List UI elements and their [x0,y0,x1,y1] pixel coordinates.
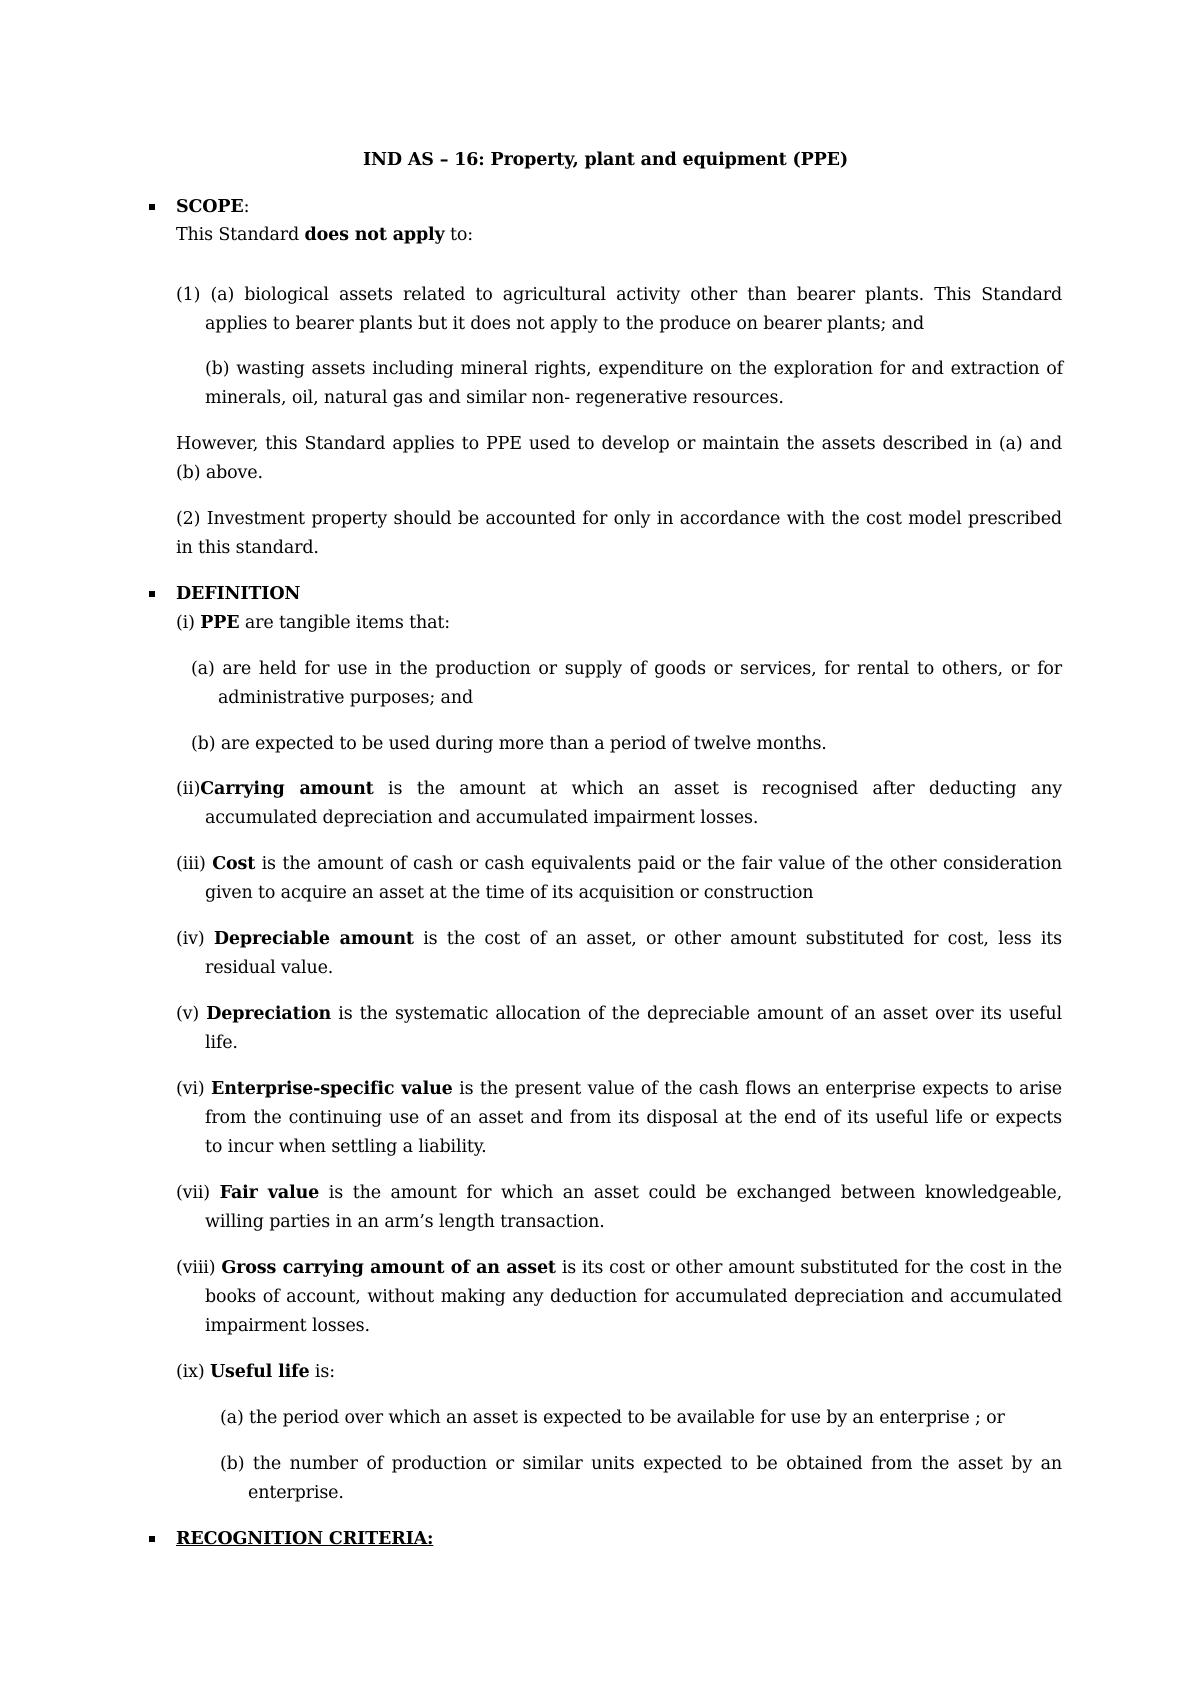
definition-iv-line2: residual value. [205,958,334,978]
scope-item1-b-line1: (b) wasting assets including mineral rights, expenditure on the exploration for and extraction of [205,359,1063,379]
definition-heading: DEFINITION [176,584,301,604]
definition-viii-line1: (viii) Gross carrying amount of an asset is its cost or other amount substituted for the cost in the [176,1258,1062,1278]
definition-ix-a: (a) the period over which an asset is expected to be available for use by an enterprise ; or [220,1408,1005,1428]
bullet-icon [149,204,155,210]
scope-item1-a-line2: applies to bearer plants but it does not apply to the produce on bearer plants; and [205,314,925,334]
scope-item1-a-line1: (1) (a) biological assets related to agricultural activity other than bearer plants. This Standard [176,285,1062,305]
scope-intro: This Standard does not apply to: [176,225,474,245]
definition-vi-line3: to incur when settling a liability. [205,1137,487,1157]
definition-vi-line1: (vi) Enterprise-specific value is the present value of the cash flows an enterprise expects to arise [176,1079,1062,1099]
definition-iii-line2: given to acquire an asset at the time of its acquisition or construction [205,883,814,903]
definition-ii-line2: accumulated depreciation and accumulated impairment losses. [205,808,759,828]
definition-viii-line2: books of account, without making any deduction for accumulated depreciation and accumulated [205,1287,1062,1307]
definition-ix: (ix) Useful life is: [176,1362,335,1382]
page-title: IND AS – 16: Property, plant and equipment (PPE) [363,150,848,170]
definition-ix-b-line2: enterprise. [248,1483,344,1503]
definition-ii-line1: (ii)Carrying amount is the amount at which an asset is recognised after deducting any [176,779,1062,799]
definition-i-b: (b) are expected to be used during more than a period of twelve months. [191,734,827,754]
definition-iv-line1: (iv) Depreciable amount is the cost of an asset, or other amount substituted for cost, less its [176,929,1063,949]
scope-heading: SCOPE: [176,197,250,217]
definition-iii-line1: (iii) Cost is the amount of cash or cash equivalents paid or the fair value of the other consideration [176,854,1063,874]
definition-vi-line2: from the continuing use of an asset and from its disposal at the end of its useful life or expects [205,1108,1062,1128]
definition-vii-line1: (vii) Fair value is the amount for which an asset could be exchanged between knowledgeable, [176,1183,1063,1203]
definition-i-a-line2: administrative purposes; and [218,688,474,708]
scope-item2-line1: (2) Investment property should be accounted for only in accordance with the cost model prescribed [176,509,1062,529]
definition-ix-b-line1: (b) the number of production or similar units expected to be obtained from the asset by an [220,1454,1062,1474]
scope-item1-b-line2: minerals, oil, natural gas and similar non- regenerative resources. [205,388,784,408]
definition-v-line2: life. [205,1033,238,1053]
definition-vii-line2: willing parties in an arm’s length transaction. [205,1212,605,1232]
scope-however-line1: However, this Standard applies to PPE used to develop or maintain the assets described in (a) and [176,434,1062,454]
definition-viii-line3: impairment losses. [205,1316,370,1336]
scope-however-line2: (b) above. [176,463,263,483]
scope-item2-line2: in this standard. [176,538,319,558]
bullet-icon [149,1536,155,1542]
definition-i: (i) PPE are tangible items that: [176,613,451,633]
recognition-heading: RECOGNITION CRITERIA: [176,1529,434,1549]
definition-i-a-line1: (a) are held for use in the production or supply of goods or services, for rental to others, or for [191,659,1062,679]
definition-v-line1: (v) Depreciation is the systematic allocation of the depreciable amount of an asset over its useful [176,1004,1062,1024]
bullet-icon [149,591,155,597]
